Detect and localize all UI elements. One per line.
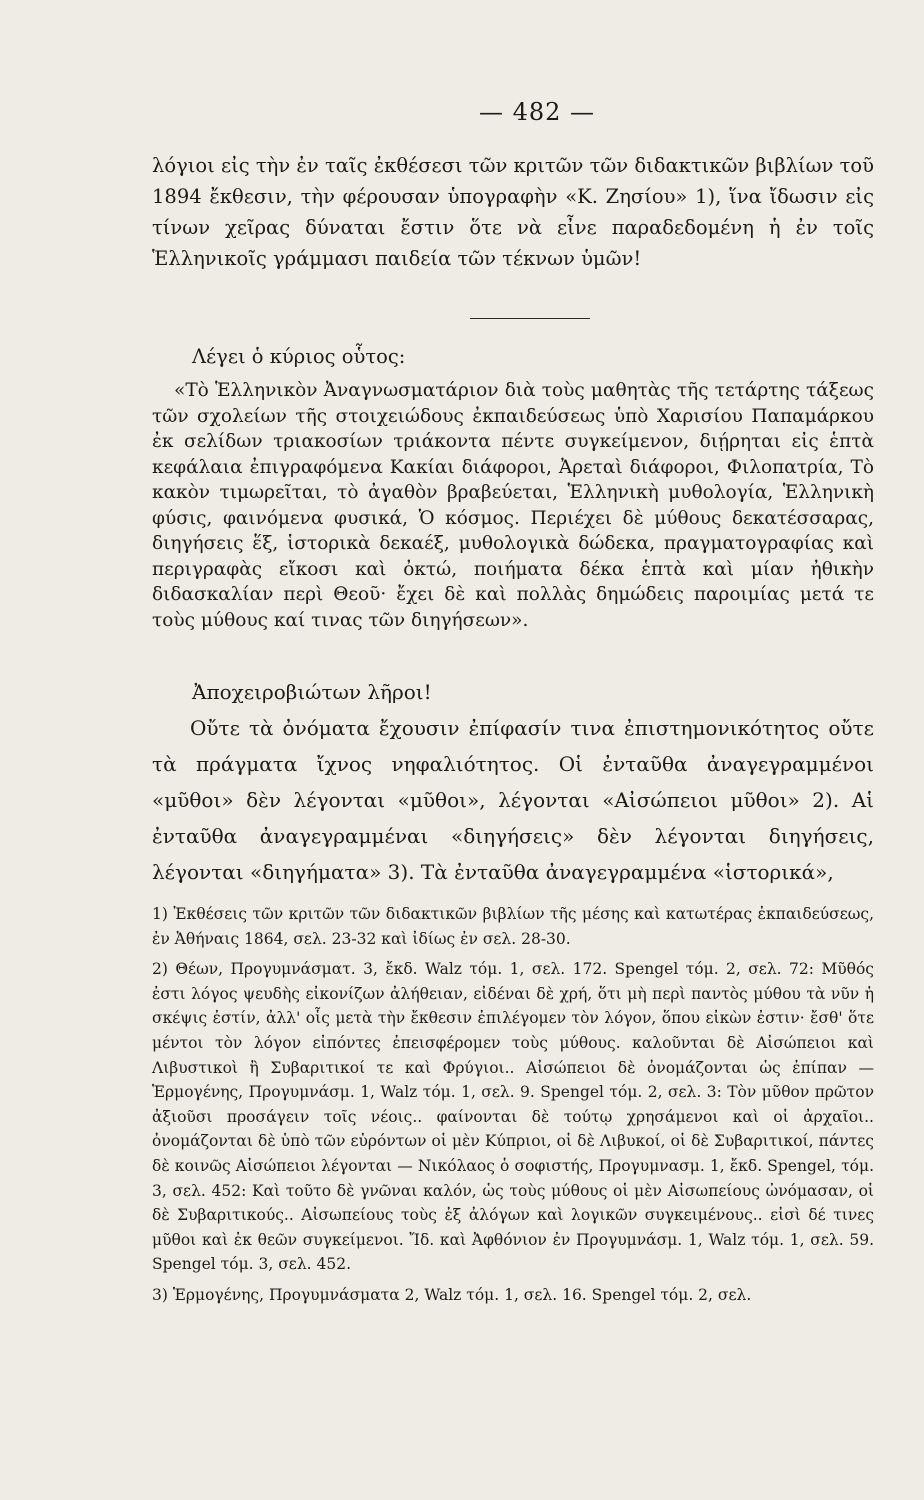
intro-paragraph: λόγιοι εἰς τὴν ἐν ταῖς ἐκθέσεσι τῶν κριτῶν τῶν διδακτικῶν βιβλίων τοῦ 1894 ἔκθεσιν, τὴν φέρουσαν ὑπογραφὴν «Κ. Ζησίου» 1), ἵνα ἴδωσιν εἰς τίνων χεῖρας δύναται ἔστιν ὅτε νὰ εἶνε παραδεδομένη ἡ ἐν τοῖς Ἑλληνικοῖς γράμμασι παιδεία τῶν τέκνων ὑμῶν! — [152, 154, 874, 270]
footnote-marker: 1) — [152, 905, 168, 923]
quoted-review: «Τὸ Ἑλληνικὸν Ἀναγνωσματάριον διὰ τοὺς μαθητὰς τῆς τετάρτης τάξεως τῶν σχολείων τῆς στοιχειώδους ἐκπαιδεύσεως ὑπὸ Χαρισίου Παπαμάρκου ἐκ σελίδων τριακοσίων τριάκοντα πέντε συγκείμενον, διῄρηται εἰς ἑπτὰ κεφάλαια ἐπιγραφόμενα Κακίαι διάφοροι, Ἀρεταὶ διάφοροι, Φιλοπατρία, Τὸ κακὸν τιμωρεῖται, τὸ ἀγαθὸν βραβεύεται, Ἑλληνικὴ μυθολογία, Ἑλληνικὴ φύσις, φαινόμενα φυσικά, Ὁ κόσμος. Περιέχει δὲ μύθους δεκατέσσαρας, διηγήσεις ἕξ, ἱστορικὰ δεκαέξ, μυθολογικὰ δώδεκα, πραγματογραφίας καὶ περιγραφὰς εἴκοσι καὶ ὀκτώ, ποιήματα δέκα ἑπτὰ καὶ μίαν ἠθικὴν διδασκαλίαν περὶ Θεοῦ· ἔχει δὲ καὶ πολλὰς δημώδεις παροιμίας μετά τε τοὺς μύθους καί τινας τῶν διηγήσεων». — [152, 380, 874, 631]
footnote — [152, 902, 874, 951]
footnote-text: Ἐκθέσεις τῶν κριτῶν τῶν διδακτικῶν βιβλίων τῆς μέσης καὶ κατωτέρας ἐκπαιδεύσεως, ἐν Ἀθήναις 1864, σελ. 23-32 καὶ ἰδίως ἐν σελ. 28-30. — [152, 905, 874, 948]
footnote-text: Θέων, Προγυμνάσματ. 3, ἔκδ. Walz τόμ. 1, σελ. 172. Spengel τόμ. 2, σελ. 72: Μῦθός ἐστι λόγος ψευδὴς εἰκονίζων ἀλήθειαν, εἰδέναι δὲ χρή, ὅτι μὴ περὶ παντὸς μύθου τὰ νῦν ἡ σκέψις ἐστίν, ἀλλ' οἷς μετὰ τὴν ἔκθεσιν ἐπιλέγομεν τὸν λόγον, ὅπου εἰκὼν ἐστιν· ἔσθ' ὅτε μέντοι τὸν λόγον εἰπόντες ἐπεισφέρομεν τοὺς μύθους. καλοῦνται δὲ Αἰσώπειοι καὶ Λιβυστικοὶ ἢ Συβαριτικοί τε καὶ Φρύγιοι.. Αἰσώπειοι δὲ ὀνομάζονται ὡς ἐπίπαν — Ἑρμογένης, Προγυμνάσμ. 1, Walz τόμ. 1, σελ. 9. Spengel τόμ. 2, σελ. 3: Τὸν μῦθον πρῶτον ἀξιοῦσι προσάγειν τοῖς νέοις.. φαίνονται δὲ τούτῳ χρησάμενοι καὶ οἱ ἀρχαῖοι.. ὀνομάζονται δὲ ὑπὸ τῶν εὑρόντων οἱ μὲν Κύπριοι, οἱ δὲ Λιβυκοί, οἱ δὲ Συβαριτικοί, πάντες δὲ κοινῶς Αἰσώπειοι λέγονται — Νικόλαος ὁ σοφιστής, Προγυμνασμ. 1, ἔκδ. Spengel, τόμ. 3, σελ. 452: Καὶ τοῦτο δὲ γνῶναι καλόν, ὡς τοὺς μύθους οἱ μὲν Αἰσωπείους ὠνόμασαν, οἱ δὲ Συβαριτικούς.. Αἰσωπείους τοὺς ἐξ ἀλόγων καὶ λογικῶν συγκειμένους.. εἰσὶ δέ τινες μῦθοι καὶ ἐκ θεῶν συγκείμενοι. Ἴδ. καὶ Ἀφθόνιον ἐν Προγυμνάσμ. 1, Walz τόμ. 1, σελ. 59. Spengel τόμ. 3, σελ. 452. — [152, 960, 874, 1274]
footnotes — [152, 902, 874, 1314]
footnote-marker: 2) — [152, 960, 168, 979]
section-divider — [470, 318, 590, 319]
footnote — [152, 957, 874, 1277]
footnote-marker: 3) — [152, 1285, 168, 1304]
footnote — [152, 1283, 874, 1308]
footnote-text: Ἑρμογένης, Προγυμνάσματα 2, Walz τόμ. 1, σελ. 16. Spengel τόμ. 2, σελ. — [172, 1285, 752, 1304]
exclamation: Ἀποχειροβιώτων λῆροι! — [192, 680, 432, 704]
page-number: — 482 — — [478, 98, 596, 126]
critique-paragraph: Οὔτε τὰ ὀνόματα ἔχουσιν ἐπίφασίν τινα ἐπιστημονικότητος οὔτε τὰ πράγματα ἴχνος νηφαλιότητος. Οἱ ἐνταῦθα ἀναγεγραμμένοι «μῦθοι» δὲν λέγονται «μῦθοι», λέγονται «Αἰσώπειοι μῦθοι» 2). Αἱ ἐνταῦθα ἀναγεγραμμέναι «διηγήσεις» δὲν λέγονται διηγήσεις, λέγονται «διηγήματα» 3). Τὰ ἐνταῦθα ἀναγεγραμμένα «ἱστορικά», — [152, 716, 874, 884]
speaker-line: Λέγει ὁ κύριος οὗτος: — [192, 345, 406, 368]
